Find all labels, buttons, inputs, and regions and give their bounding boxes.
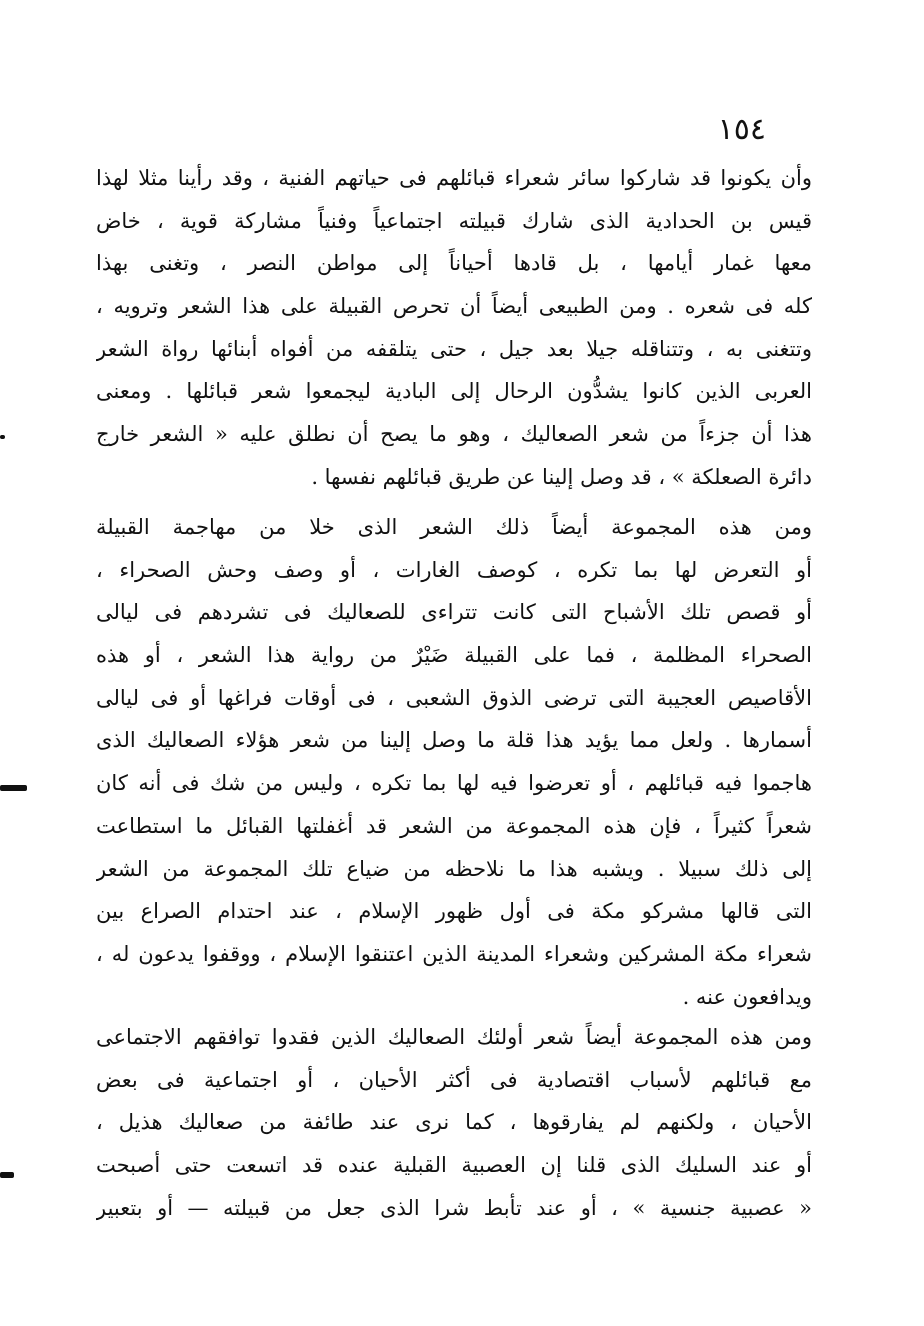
paragraph-1 [96,157,812,499]
text-line: وأن يكونوا قد شاركوا سائر شعراء قبائلهم فى حياتهم الفنية ، وقد رأينا مثلا لهذا [96,166,812,190]
text-line: التى قالها مشركو مكة فى أول ظهور الإسلام ، عند احتدام الصراع بين [96,899,812,924]
text-line: قيس بن الحدادية الذى شارك قبيلته اجتماعياً وفنياً مشاركة قوية ، خاض [96,208,812,233]
text-line: وتتغنى به ، وتتناقله جيلا بعد جيل ، حتى يتلقفه من أفواه أبنائها رواة الشعر [96,336,812,361]
text-line: هذا أن جزءاً من شعر الصعاليك ، وهو ما يصح أن نطلق عليه « الشعر خارج [96,422,812,447]
scan-margin-mark [0,1172,14,1178]
text-line: ومن هذه المجموعة أيضاً شعر أولئك الصعاليك الذين فقدوا توافقهم الاجتماعى [96,1025,812,1049]
text-line: شعراً كثيراً ، فإن هذه المجموعة من الشعر قد أغفلتها القبائل ما استطاعت [96,813,812,838]
text-line: أو قصص تلك الأشباح التى كانت تتراءى للصعاليك فى تشردهم فى ليالى [96,600,812,625]
text-line: أسمارها . ولعل مما يؤيد هذا قلة ما وصل إلينا من شعر هؤلاء الصعاليك الذى [96,728,812,753]
text-line: دائرة الصعلكة » ، قد وصل إلينا عن طريق قبائلهم نفسها . [311,464,812,489]
text-line: شعراء مكة المشركين وشعراء المدينة الذين اعتنقوا الإسلام ، ووقفوا يدعون له ، [96,941,812,966]
paragraph-3 [96,1016,812,1229]
text-line: إلى ذلك سبيلا . ويشبه هذا ما نلاحظه من ضياع تلك المجموعة من الشعر [96,856,812,881]
page-number: ١٥٤ [717,112,766,147]
text-line: الأقاصيص العجيبة التى ترضى الذوق الشعبى ، فى أوقات فراغها أو فى ليالى [96,685,812,710]
text-line: « عصبية جنسية » ، أو عند تأبط شرا الذى جعل من قبيلته — أو بتعبير [96,1195,812,1220]
text-line: الصحراء المظلمة ، فما على القبيلة ضَيْرٌ من رواية هذا الشعر ، أو هذه [96,643,812,668]
text-line: مع قبائلهم لأسباب اقتصادية فى أكثر الأحيان ، أو اجتماعية فى بعض [96,1067,812,1092]
text-line: أو عند السليك الذى قلنا إن العصبية القبلية عنده قد اتسعت حتى أصبحت [96,1153,812,1178]
scan-margin-mark [0,785,27,791]
text-line: ومن هذه المجموعة أيضاً ذلك الشعر الذى خلا من مهاجمة القبيلة [96,515,812,539]
paragraph-2 [96,506,812,1018]
text-line: هاجموا فيه قبائلهم ، أو تعرضوا فيه لها بما تكره ، وليس من شك فى أنه كان [96,771,812,796]
text-line: ويدافعون عنه . [682,984,812,1009]
scan-margin-mark [0,435,5,439]
text-line: العربى الذين كانوا يشدُّون الرحال إلى البادية ليجمعوا شعر قبائلها . ومعنى [96,379,812,404]
text-line: أو التعرض لها بما تكره ، كوصف الغارات ، أو وصف وحش الصحراء ، [96,557,812,582]
text-line: الأحيان ، ولكنهم لم يفارقوها ، كما نرى عند طائفة من صعاليك هذيل ، [96,1110,812,1135]
text-line: كله فى شعره . ومن الطبيعى أيضاً أن تحرص القبيلة على هذا الشعر وترويه ، [96,294,812,319]
text-line: معها غمار أيامها ، بل قادها أحياناً إلى مواطن النصر ، وتغنى بهذا [96,251,812,276]
